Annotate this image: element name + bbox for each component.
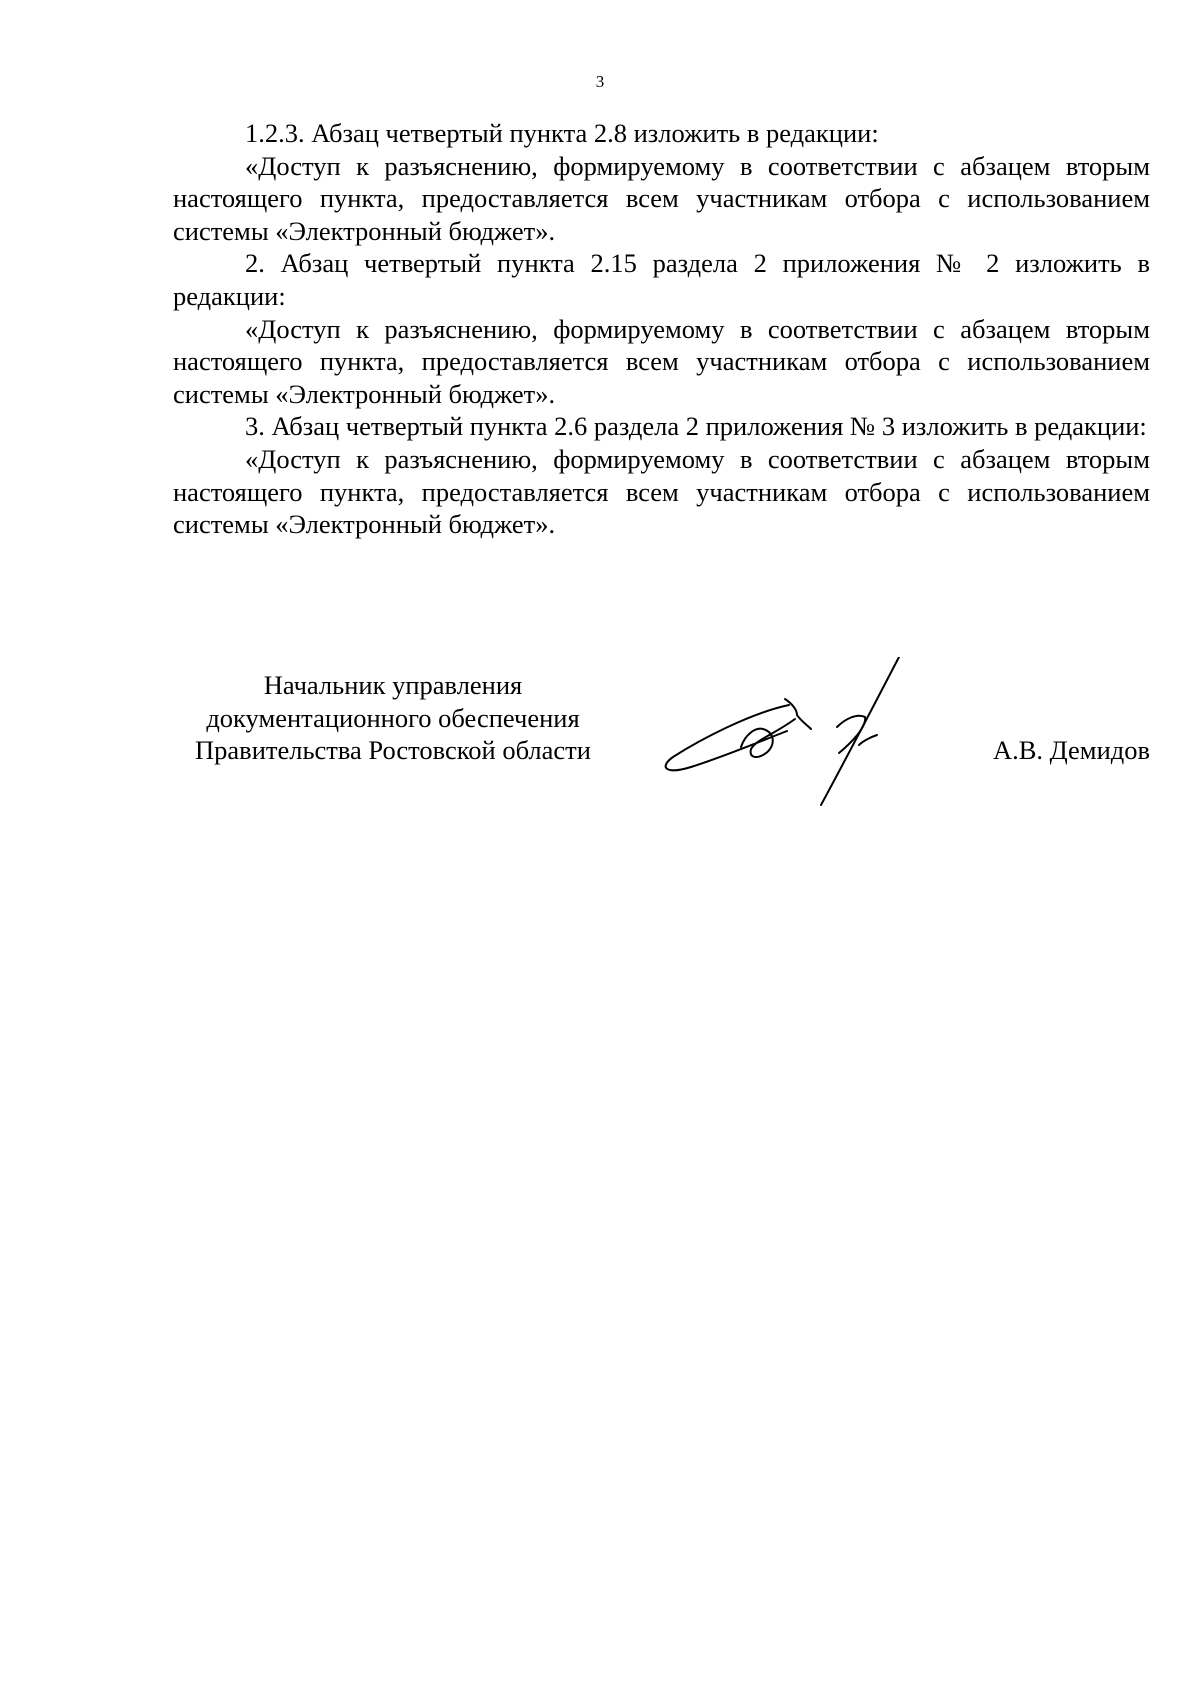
signer-position-line: документационного обеспечения xyxy=(206,702,580,733)
signature-block xyxy=(173,669,1150,829)
signer-position-line: Начальник управления xyxy=(263,670,523,700)
quoted-paragraph: «Доступ к разъяснению, формируемому в соответствии с абзацем вторым настоящего пункта, предоставляется всем участникам отбора с использованием системы «Электронный бюджет». xyxy=(173,443,1150,540)
paragraph-2: 2. Абзац четвертый пункта 2.15 раздела 2 приложения № 2 изложить в редакции: xyxy=(173,248,1150,311)
signer-position-line: Правительства Ростовской области xyxy=(195,735,591,766)
paragraph-3: 3. Абзац четвертый пункта 2.6 раздела 2 приложения № 3 изложить в редакции: xyxy=(245,411,1147,442)
quoted-paragraph: «Доступ к разъяснению, формируемому в соответствии с абзацем вторым настоящего пункта, предоставляется всем участникам отбора с использованием системы «Электронный бюджет». xyxy=(173,150,1150,246)
handwritten-signature xyxy=(651,657,941,817)
quoted-paragraph: «Доступ к разъяснению, формируемому в соответствии с абзацем вторым настоящего пункта, предоставляется всем участникам отбора с использованием системы «Электронный бюджет». xyxy=(173,313,1150,409)
signer-position xyxy=(173,669,613,767)
document-body xyxy=(173,117,1150,541)
signer-name: А.В. Демидов xyxy=(992,735,1150,765)
paragraph-1-2-3: 1.2.3. Абзац четвертый пункта 2.8 изложить в редакции: xyxy=(245,118,879,148)
page-number: 3 xyxy=(595,72,605,91)
